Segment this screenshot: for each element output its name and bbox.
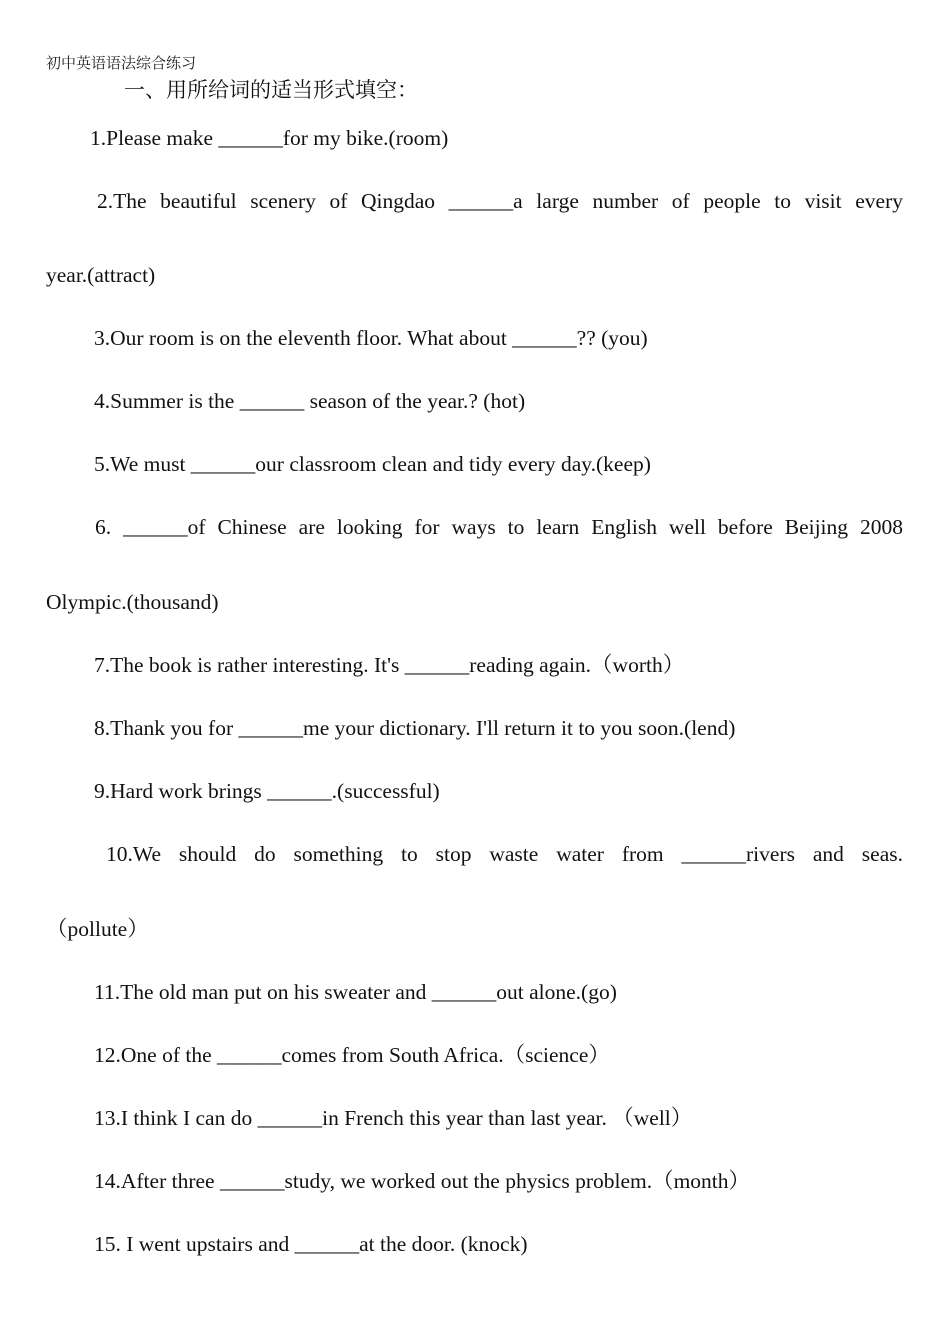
question-6-continuation: Olympic.(thousand) <box>46 590 219 614</box>
section-title: 一、用所给词的适当形式填空： <box>124 78 418 102</box>
document-header: 初中英语语法综合练习 <box>46 56 197 72</box>
question-2: 2.The beautiful scenery of Qingdao ______a large number of people to visit every <box>97 189 903 213</box>
question-13: 13.I think I can do ______in French this year than last year. （well） <box>94 1106 693 1130</box>
question-3: 3.Our room is on the eleventh floor. What about ______?? (you) <box>94 326 648 350</box>
question-14: 14.After three ______study, we worked out the physics problem.（month） <box>94 1169 751 1193</box>
question-10: 10.We should do something to stop waste water from ______rivers and seas. <box>106 842 903 866</box>
question-12: 12.One of the ______comes from South Africa.（science） <box>94 1043 610 1067</box>
question-10-continuation: （pollute） <box>46 917 149 941</box>
question-7: 7.The book is rather interesting. It's ______reading again.（worth） <box>94 653 685 677</box>
question-8: 8.Thank you for ______me your dictionary. I'll return it to you soon.(lend) <box>94 716 736 740</box>
question-2-continuation: year.(attract) <box>46 263 156 287</box>
question-1: 1.Please make ______for my bike.(room) <box>90 126 449 150</box>
question-5: 5.We must ______our classroom clean and tidy every day.(keep) <box>94 452 651 476</box>
question-9: 9.Hard work brings ______.(successful) <box>94 779 440 803</box>
question-4: 4.Summer is the ______ season of the year.? (hot) <box>94 389 526 413</box>
question-6: 6. ______of Chinese are looking for ways to learn English well before Beijing 2008 <box>95 515 903 539</box>
question-15: 15. I went upstairs and ______at the door. (knock) <box>94 1232 528 1256</box>
question-11: 11.The old man put on his sweater and ______out alone.(go) <box>94 980 617 1004</box>
